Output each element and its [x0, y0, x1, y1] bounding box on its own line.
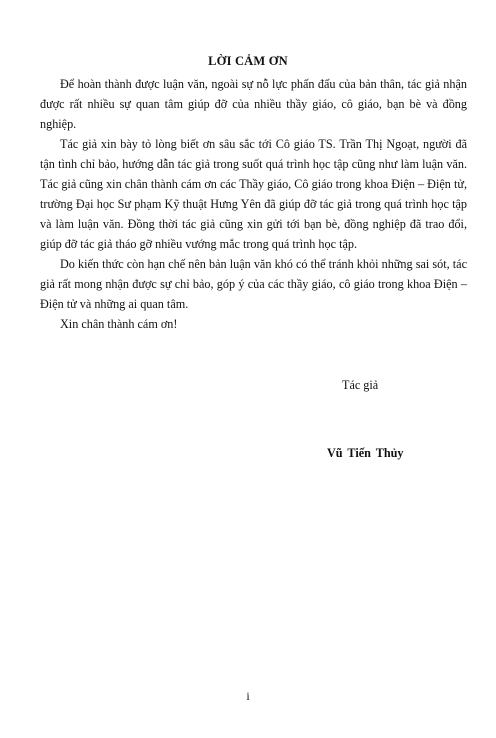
signature-name: Vũ Tiến Thủy — [327, 446, 404, 460]
acknowledgement-body — [40, 74, 467, 334]
page-title: LỜI CẢM ƠN — [208, 54, 288, 68]
paragraph-intro: Để hoàn thành được luận văn, ngoài sự nỗ lực phấn đấu của bản thân, tác giả nhận được rất nhiều sự quan tâm giúp đỡ của nhiều thầy giáo, cô giáo, bạn bè và đồng nghiệp. — [40, 77, 467, 131]
signature-role: Tác giả — [342, 378, 379, 392]
paragraph-thanks-supervisor: Tác giả xin bày tỏ lòng biết ơn sâu sắc tới Cô giáo TS. Trần Thị Ngoạt, người đã tận tình chỉ bảo, hướng dẫn tác giả trong suốt quá trình học tập cũng như làm luận văn. Tác giả cũng xin chân thành cám ơn các Thầy giáo, Cô giáo trong khoa Điện – Điện tử, trường Đại học Sư phạm Kỹ thuật Hưng Yên đã giúp đỡ tác giả trong quá trình học tập và làm luận văn. Đồng thời tác giả cũng xin gửi tới bạn bè, đồng nghiệp đã trao đổi, giúp đỡ tác giả tháo gỡ nhiều vướng mắc trong quá trình học tập. — [40, 137, 467, 251]
page-number: i — [246, 689, 250, 703]
paragraph-limitations: Do kiến thức còn hạn chế nên bản luận văn khó có thể tránh khỏi những sai sót, tác giả rất mong nhận được sự chỉ bảo, góp ý của các thầy giáo, cô giáo trong khoa Điện – Điện tử và những ai quan tâm. — [40, 257, 467, 311]
paragraph-closing: Xin chân thành cám ơn! — [60, 317, 178, 331]
